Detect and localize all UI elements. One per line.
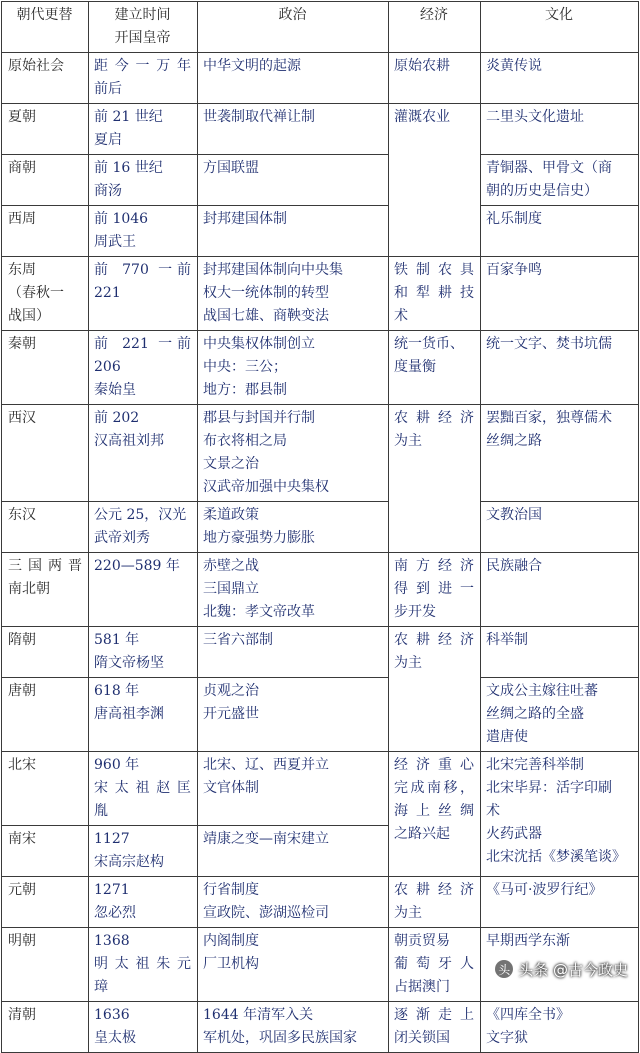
table-row (2, 678, 639, 752)
table-row (2, 502, 639, 553)
politics-cell: 方国联盟 (198, 155, 389, 206)
table-row (2, 1002, 639, 1053)
economy-cell: 农耕经济 为主 (389, 877, 481, 928)
time-cell: 公元 25，汉光 武帝刘秀 (89, 502, 198, 553)
header-economy: 经济 (389, 2, 481, 53)
dynasty-cell: 南宋 (2, 826, 89, 877)
politics-cell: 1644 年清军入关 军机处，巩固多民族国家 (198, 1002, 389, 1053)
time-cell: 618 年 唐高祖李渊 (89, 678, 198, 752)
politics-cell: 赤壁之战 三国鼎立 北魏：孝文帝改革 (198, 553, 389, 627)
economy-cell: 经济重心 完成南移， 海上丝绸 之路兴起 (389, 752, 481, 877)
time-cell: 前 16 世纪 商汤 (89, 155, 198, 206)
time-cell: 960 年 宋太祖赵匡 胤 (89, 752, 198, 826)
dynasty-cell: 明朝 (2, 928, 89, 1002)
politics-cell: 封邦建国体制向中央集 权大一统体制的转型 战国七雄、商鞅变法 (198, 257, 389, 331)
politics-cell: 行省制度 宣政院、澎湖巡检司 (198, 877, 389, 928)
culture-cell: 统一文字、焚书坑儒 (481, 331, 639, 405)
economy-cell: 统一货币、 度量衡 (389, 331, 481, 405)
time-cell: 前 21 世纪 夏启 (89, 104, 198, 155)
table-row (2, 553, 639, 627)
economy-cell: 朝贡贸易 葡萄牙人 占据澳门 (389, 928, 481, 1002)
time-cell: 581 年 隋文帝杨坚 (89, 627, 198, 678)
dynasty-cell: 三国两晋 南北朝 (2, 553, 89, 627)
dynasty-cell: 商朝 (2, 155, 89, 206)
culture-cell: 炎黄传说 (481, 53, 639, 104)
culture-cell: 早期西学东渐 (481, 928, 639, 1002)
time-cell: 前 1046 周武王 (89, 206, 198, 257)
economy-cell: 农耕经济 为主 (389, 405, 481, 553)
dynasty-cell: 北宋 (2, 752, 89, 826)
dynasty-table (1, 1, 639, 1053)
time-cell: 1271 忽必烈 (89, 877, 198, 928)
culture-cell: 文成公主嫁往吐蕃 丝绸之路的全盛 遣唐使 (481, 678, 639, 752)
watermark (495, 957, 628, 981)
table-row (2, 104, 639, 155)
dynasty-cell: 清朝 (2, 1002, 89, 1053)
politics-cell: 中华文明的起源 (198, 53, 389, 104)
header-culture: 文化 (481, 2, 639, 53)
dynasty-cell: 西汉 (2, 405, 89, 502)
dynasty-cell: 元朝 (2, 877, 89, 928)
dynasty-cell: 东周 （春秋一 战国） (2, 257, 89, 331)
dynasty-cell: 唐朝 (2, 678, 89, 752)
time-cell: 前 202 汉高祖刘邦 (89, 405, 198, 502)
politics-cell: 世袭制取代禅让制 (198, 104, 389, 155)
politics-cell: 三省六部制 (198, 627, 389, 678)
time-cell: 前 770 一前 221 (89, 257, 198, 331)
culture-cell: 青铜器、甲骨文（商 朝的历史是信史） (481, 155, 639, 206)
culture-cell: 《马可·波罗行纪》 (481, 877, 639, 928)
table-row (2, 331, 639, 405)
culture-cell: 二里头文化遗址 (481, 104, 639, 155)
politics-cell: 北宋、辽、西夏并立 文官体制 (198, 752, 389, 826)
time-cell: 距今一万年 前后 (89, 53, 198, 104)
header-time-founder: 建立时间 开国皇帝 (89, 2, 198, 53)
header-dynasty: 朝代更替 (2, 2, 89, 53)
culture-cell: 《四库全书》 文字狱 (481, 1002, 639, 1053)
table-row (2, 877, 639, 928)
watermark-text: 头条 @古今政史 (518, 960, 628, 979)
table-row (2, 53, 639, 104)
politics-cell: 靖康之变—南宋建立 (198, 826, 389, 877)
economy-cell: 原始农耕 (389, 53, 481, 104)
table-row (2, 257, 639, 331)
header-row (2, 2, 639, 53)
dynasty-cell: 原始社会 (2, 53, 89, 104)
dynasty-cell: 隋朝 (2, 627, 89, 678)
economy-cell: 铁制农具 和犁耕技 术 (389, 257, 481, 331)
table-row (2, 405, 639, 502)
economy-cell: 灌溉农业 (389, 104, 481, 257)
politics-cell: 封邦建国体制 (198, 206, 389, 257)
culture-cell: 民族融合 (481, 553, 639, 627)
dynasty-cell: 东汉 (2, 502, 89, 553)
time-cell: 1636 皇太极 (89, 1002, 198, 1053)
culture-cell: 文教治国 (481, 502, 639, 553)
time-cell: 1368 明太祖朱元 璋 (89, 928, 198, 1002)
time-cell: 前 221 一前 206 秦始皇 (89, 331, 198, 405)
culture-cell: 百家争鸣 (481, 257, 639, 331)
toutiao-logo-icon: 头 (495, 960, 513, 978)
dynasty-cell: 夏朝 (2, 104, 89, 155)
dynasty-cell: 秦朝 (2, 331, 89, 405)
time-cell: 1127 宋高宗赵构 (89, 826, 198, 877)
table-row (2, 155, 639, 206)
economy-cell: 农耕经济 为主 (389, 627, 481, 752)
economy-cell: 南方经济 得到进一 步开发 (389, 553, 481, 627)
politics-cell: 中央集权体制创立 中央：三公； 地方：郡县制 (198, 331, 389, 405)
culture-cell: 科举制 (481, 627, 639, 678)
politics-cell: 贞观之治 开元盛世 (198, 678, 389, 752)
table-row (2, 627, 639, 678)
culture-cell: 北宋完善科举制 北宋毕昇：活字印刷 术 火药武器 北宋沈括《梦溪笔谈》 (481, 752, 639, 877)
table-row (2, 752, 639, 826)
table-row (2, 206, 639, 257)
politics-cell: 柔道政策 地方豪强势力膨胀 (198, 502, 389, 553)
economy-cell: 逐渐走上 闭关锁国 (389, 1002, 481, 1053)
culture-cell: 罢黜百家，独尊儒术 丝绸之路 (481, 405, 639, 502)
politics-cell: 郡县与封国并行制 布衣将相之局 文景之治 汉武帝加强中央集权 (198, 405, 389, 502)
time-cell: 220—589 年 (89, 553, 198, 627)
culture-cell: 礼乐制度 (481, 206, 639, 257)
header-politics: 政治 (198, 2, 389, 53)
politics-cell: 内阁制度 厂卫机构 (198, 928, 389, 1002)
dynasty-cell: 西周 (2, 206, 89, 257)
